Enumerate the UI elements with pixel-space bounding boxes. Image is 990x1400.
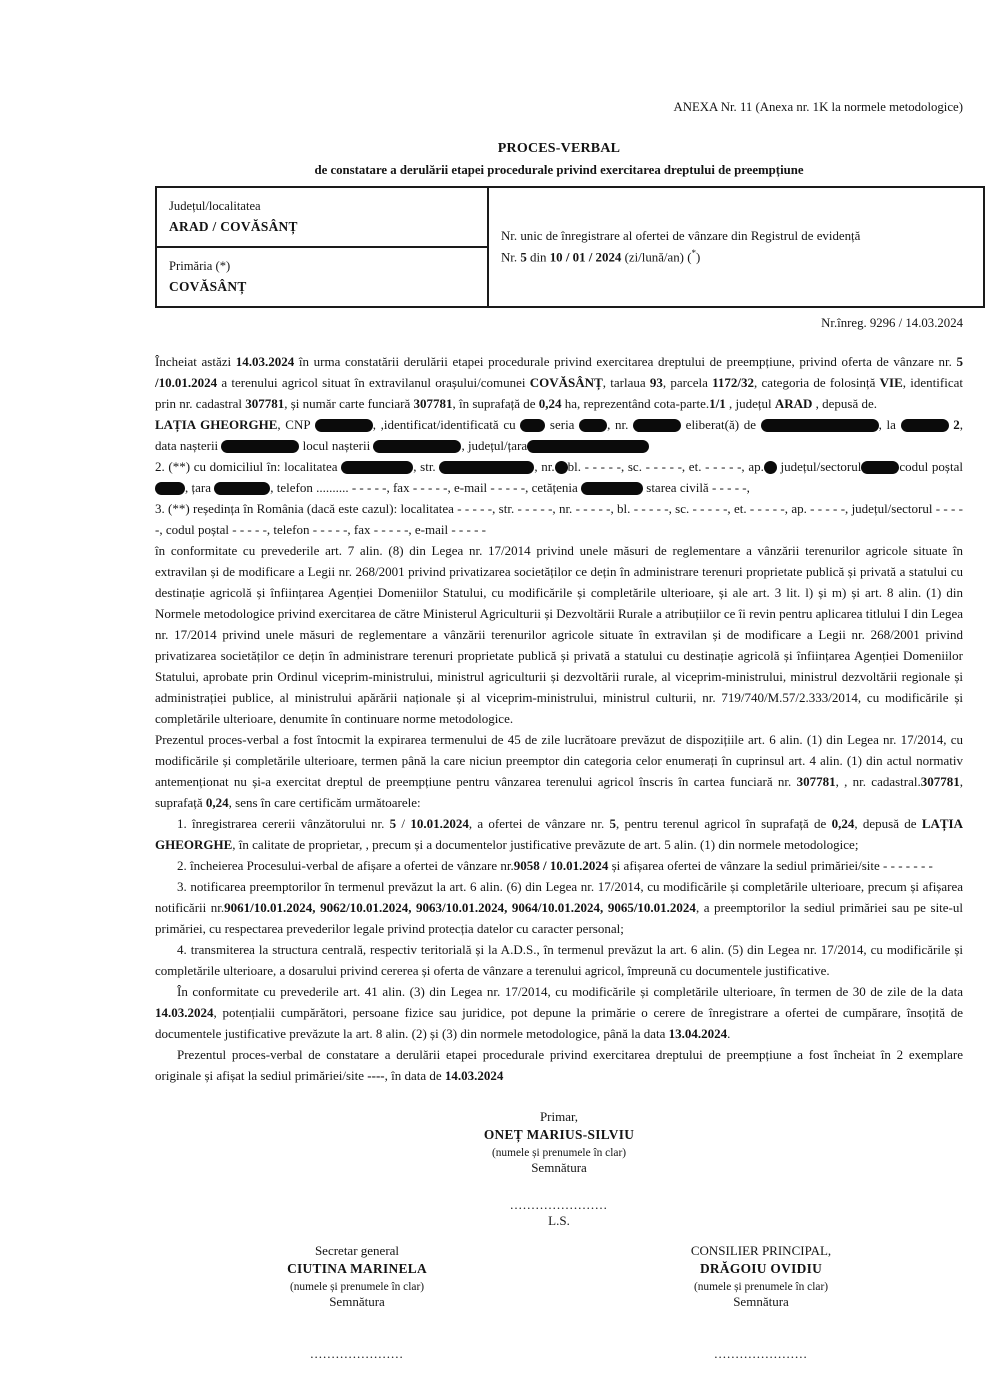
redaction bbox=[520, 419, 545, 432]
redaction bbox=[527, 440, 649, 453]
paragraph-5: în conformitate cu prevederile art. 7 alin. (8) din Legea nr. 17/2014 privind unele măsuri de reglementare a vânzării terenurilor agricole situate în extravilan și de modificare a Legii nr. 268/2001 privind privatizarea societăților ce dețin în administrare terenuri proprietate publică și privată a statului cu destinație agricolă și înființarea Agenției Domeniilor Statului, cu modificările și completările ulterioare, și ale art. 3 lit. l) și m) și art. 8 alin. (1) din Normele metodologice privind exercitarea de către Ministerul Agriculturii și Dezvoltării Rurale a atribuțiilor ce îi revin pentru aplicarea titlului I din Legea nr. 17/2014 privind unele măsuri de reglementare a vânzării terenurilor agricole situate în extravilan și de modificare a Legii nr. 268/2001 privind privatizarea societăților ce dețin în administrare terenuri proprietate publică și privată a statului cu destinație agricolă și înființarea Agenției Domeniilor Statului, aprobate prin Ordinul viceprim-ministrului, ministrul agriculturii și dezvoltării rurale, al viceprim-ministrului, ministrul dezvoltării regionale și administrației publice, al ministrului apărării naționale și al viceprim-ministrului, ministrul culturii, nr. 719/740/M.57/2.333/2014, cu modificările și completările ulterioare, denumite în continuare norme metodologice. bbox=[155, 543, 963, 726]
primar-note: (numele și prenumele în clar) bbox=[491, 1147, 627, 1159]
redaction bbox=[155, 482, 185, 495]
document-body bbox=[155, 351, 963, 1086]
redaction bbox=[761, 419, 879, 432]
document-subtitle: de constatare a derulării etapei procedurale privind exercitarea dreptului de preempțiune bbox=[314, 163, 804, 177]
signature-primar bbox=[155, 1109, 963, 1229]
registru-line1: Nr. unic de înregistrare al ofertei de vânzare din Registrul de evidență bbox=[501, 228, 861, 243]
signature-consilier bbox=[559, 1243, 963, 1362]
redaction bbox=[579, 419, 607, 432]
redaction bbox=[633, 419, 681, 432]
secretar-role: Secretar general bbox=[314, 1243, 400, 1258]
secretar-name: CIUTINA MARINELA bbox=[287, 1261, 427, 1276]
paragraph-9: 3. notificarea preemptorilor în termenul prevăzut la art. 6 alin. (6) din Legea nr. 17/2014, cu modificările și completările ulterioare, precum și afișarea notificării nr.9061/10.01.2024, 9062/10.01.2024, 9063/10.01.2024, 9064/10.01.2024, 9065/10.01.2024, a preemptorilor la sediul primăriei sau pe site-ul primăriei, cu respectarea prevederilor legale privind protecția datelor cu caracter personal; bbox=[155, 879, 963, 936]
paragraph-6: Prezentul proces-verbal a fost întocmit la expirarea termenului de 45 de zile lucrătoare prevăzut de dispozițiile art. 6 alin. (1) din Legea nr. 17/2014, cu modificările și completările ulterioare, termen până la care niciun preemptor din categoria celor enumerați în cuprinsul art. 4 alin. (1) din actul normativ antemenționat nu și-a exercitat dreptul de preempțiune pentru vânzarea terenului agricol înscris în cartea funciară nr. 307781, , nr. cadastral.307781, suprafață 0,24, sens în care certificăm următoarele: bbox=[155, 732, 963, 810]
redaction bbox=[555, 461, 568, 474]
cell-registru bbox=[488, 187, 984, 307]
cell-judet bbox=[156, 187, 488, 247]
primar-role: Primar, bbox=[539, 1109, 579, 1124]
redaction bbox=[221, 440, 299, 453]
primaria-label: Primăria (*) bbox=[169, 259, 231, 273]
paragraph-11: În conformitate cu prevederile art. 41 alin. (3) din Legea nr. 17/2014, cu modificările și completările ulterioare, în termen de 30 de zile de la data 14.03.2024, potențialii cumpărători, persoane fizice sau juridice, pot depune la primărie o cerere de înregistrare a ofertei de cumpărare, însoțită de documentele justificative prevăzute la art. 8 alin. (2) și (3) din normele metodologice, până la data 13.04.2024. bbox=[155, 984, 963, 1041]
redaction bbox=[341, 461, 413, 474]
primar-signature-line: ....................... bbox=[510, 1197, 608, 1212]
paragraph-12: Prezentul proces-verbal de constatare a derulării etapei procedurale privind exercitarea dreptului de preempțiune a fost încheiat în 2 exemplare originale și afișat la sediul primăriei/site ----, în data de 14.03.2024 bbox=[155, 1047, 963, 1083]
redaction bbox=[315, 419, 373, 432]
registru-line2: Nr. 5 din 10 / 01 / 2024 (zi/lună/an) (*) bbox=[501, 247, 701, 265]
signature-secretar bbox=[155, 1243, 559, 1362]
ls-stamp-label: L.S. bbox=[548, 1213, 570, 1228]
redaction bbox=[861, 461, 899, 474]
secretar-semnatura-label: Semnătura bbox=[329, 1294, 385, 1309]
anexa-note: ANEXA Nr. 11 (Anexa nr. 1K la normele metodologice) bbox=[673, 100, 963, 114]
redaction bbox=[901, 419, 949, 432]
primar-semnatura-label: Semnătura bbox=[531, 1160, 587, 1175]
primar-name: ONEȚ MARIUS-SILVIU bbox=[483, 1127, 635, 1142]
secretar-note: (numele și prenumele în clar) bbox=[289, 1281, 425, 1293]
paragraph-10: 4. transmiterea la structura centrală, respectiv teritorială și la A.D.S., în termenul prevăzut la art. 6 alin. (5) din Legea nr. 17/2014, cu modificările și completările ulterioare, a dosarului privind cererea și oferta de vânzare a terenului agricol, împreună cu documentele justificative. bbox=[155, 942, 963, 978]
registration-number: Nr.înreg. 9296 / 14.03.2024 bbox=[821, 316, 963, 330]
judet-value: ARAD / COVĂSÂNȚ bbox=[169, 219, 298, 234]
judet-label: Județul/localitatea bbox=[169, 199, 261, 213]
header-table bbox=[155, 186, 985, 308]
signature-row bbox=[155, 1243, 963, 1362]
redaction bbox=[439, 461, 534, 474]
secretar-signature-line: ...................... bbox=[310, 1346, 404, 1361]
paragraph-2: LAȚIA GHEORGHE, CNP , ,identificat/identificată cu seria , nr. eliberat(ă) de , la 2, data nașterii locul nașterii , județul/țara bbox=[155, 417, 963, 453]
redaction bbox=[764, 461, 777, 474]
paragraph-3: 2. (**) cu domiciliul în: localitatea , str. , nr. bl. - - - - -, sc. - - - - -, et. - - - - -, ap. județul/sectorul codul poștal , țara , telefon .......... - - - - -, fax - - - - -, e-mail - - - - -, cetățenia starea civilă - - - - -, bbox=[155, 459, 963, 495]
consilier-semnatura-label: Semnătura bbox=[733, 1294, 789, 1309]
redaction bbox=[214, 482, 270, 495]
consilier-name: DRĂGOIU OVIDIU bbox=[699, 1261, 823, 1276]
paragraph-7: 1. înregistrarea cererii vânzătorului nr. 5 / 10.01.2024, a ofertei de vânzare nr. 5, pentru terenul agricol în suprafață de 0,24, depusă de LAȚIA GHEORGHE, în calitate de proprietar, , precum și a documentelor justificative prevăzute de art. 5 alin. (1) din normele metodologice; bbox=[155, 816, 963, 852]
paragraph-4: 3. (**) reședința în România (dacă este cazul): localitatea - - - - -, str. - - - - -, nr. - - - - -, bl. - - - - -, sc. - - - - -, et. - - - - -, ap. - - - - -, județul/sectorul - - - - -, codul poștal - - - - -, telefon - - - - -, fax - - - - -, e-mail - - - - - bbox=[155, 501, 963, 537]
redaction bbox=[373, 440, 461, 453]
consilier-signature-line: ...................... bbox=[714, 1346, 808, 1361]
primaria-value: COVĂSÂNȚ bbox=[169, 279, 247, 294]
cell-primaria bbox=[156, 247, 488, 307]
document-title: PROCES-VERBAL bbox=[497, 141, 621, 156]
paragraph-1: Încheiat astăzi 14.03.2024 în urma constatării derulării etapei procedurale privind exercitarea dreptului de preempțiune, privind oferta de vânzare nr. 5 /10.01.2024 a terenului agricol situat în extravilanul orașului/comunei COVĂSÂNȚ, tarlaua 93, parcela 1172/32, categoria de folosință VIE, identificat prin nr. cadastral 307781, și număr carte funciară 307781, în suprafață de 0,24 ha, reprezentând cota-parte.1/1 , județul ARAD , depusă de. bbox=[155, 354, 963, 411]
paragraph-8: 2. încheierea Procesului-verbal de afișare a ofertei de vânzare nr.9058 / 10.01.2024 și afișarea ofertei de vânzare la sediul primăriei/site - - - - - - - bbox=[177, 858, 933, 873]
consilier-note: (numele și prenumele în clar) bbox=[693, 1281, 829, 1293]
consilier-role: CONSILIER PRINCIPAL, bbox=[690, 1243, 832, 1258]
redaction bbox=[581, 482, 643, 495]
